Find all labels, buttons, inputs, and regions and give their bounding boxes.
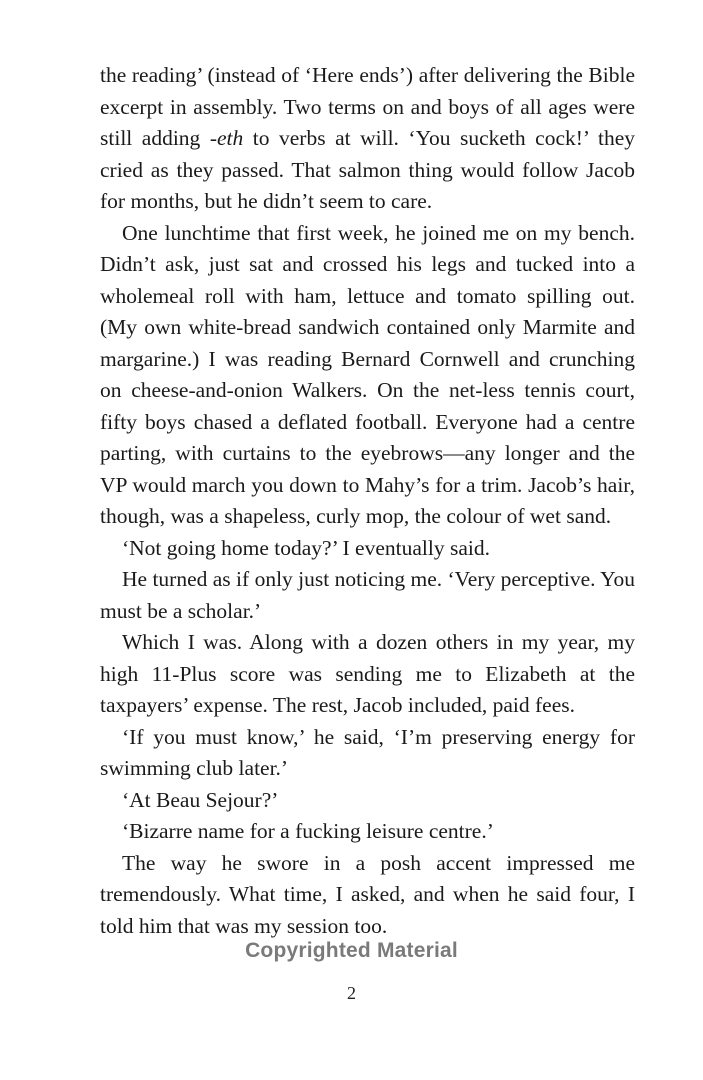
paragraph-7: ‘At Beau Sejour?’ — [122, 787, 279, 812]
paragraph-2: One lunchtime that first week, he joined me on my bench. Didn’t ask, just sat and crossed his legs and tucked into a wholemeal roll with ham, lettuce and tomato spilling out. (My own white-bread sandwich contained only Marmite and margarine.) I was reading Bernard Cornwell and crunching on cheese-and-onion Walkers. On the net-less tennis court, fifty boys chased a deflated football. Everyone had a centre parting, with curtains to the eyebrows—any longer and the VP would march you down to Mahy’s for a trim. Jacob’s hair, though, was a shapeless, curly mop, the colour of wet sand. — [100, 220, 635, 528]
paragraph-5: Which I was. Along with a dozen others in my year, my high 11-Plus score was sending me to Elizabeth at the taxpayers’ expense. The rest, Jacob included, paid fees. — [100, 630, 635, 717]
paragraph-1-emphasis: -eth — [209, 126, 244, 150]
paragraph-3: ‘Not going home today?’ I eventually said. — [122, 535, 490, 560]
page-number: 2 — [347, 983, 356, 1003]
paragraph-1-text-b: to verbs at will. ‘You sucketh cock!’ they cried as they passed. That salmon thing would follow Jacob for months, but he didn’t seem to care. — [100, 126, 636, 213]
paragraph-1-text-a: the reading’ (instead of ‘Here ends’) after delivering the Bible excerpt in assembly. Two terms on and boys of all ages were still adding — [100, 63, 635, 150]
paragraph-6: ‘If you must know,’ he said, ‘I’m preserving energy for swimming club later.’ — [100, 724, 635, 780]
paragraph-8: ‘Bizarre name for a fucking leisure centre.’ — [122, 819, 494, 843]
body-text — [100, 60, 635, 942]
paragraph-4: He turned as if only just noticing me. ‘Very perceptive. You must be a scholar.’ — [100, 567, 635, 623]
paragraph-1 — [100, 60, 635, 218]
copyright-watermark: Copyrighted Material — [245, 939, 458, 962]
paragraph-9: The way he swore in a posh accent impressed me tremendously. What time, I asked, and when he said four, I told him that was my session too. — [100, 850, 635, 938]
